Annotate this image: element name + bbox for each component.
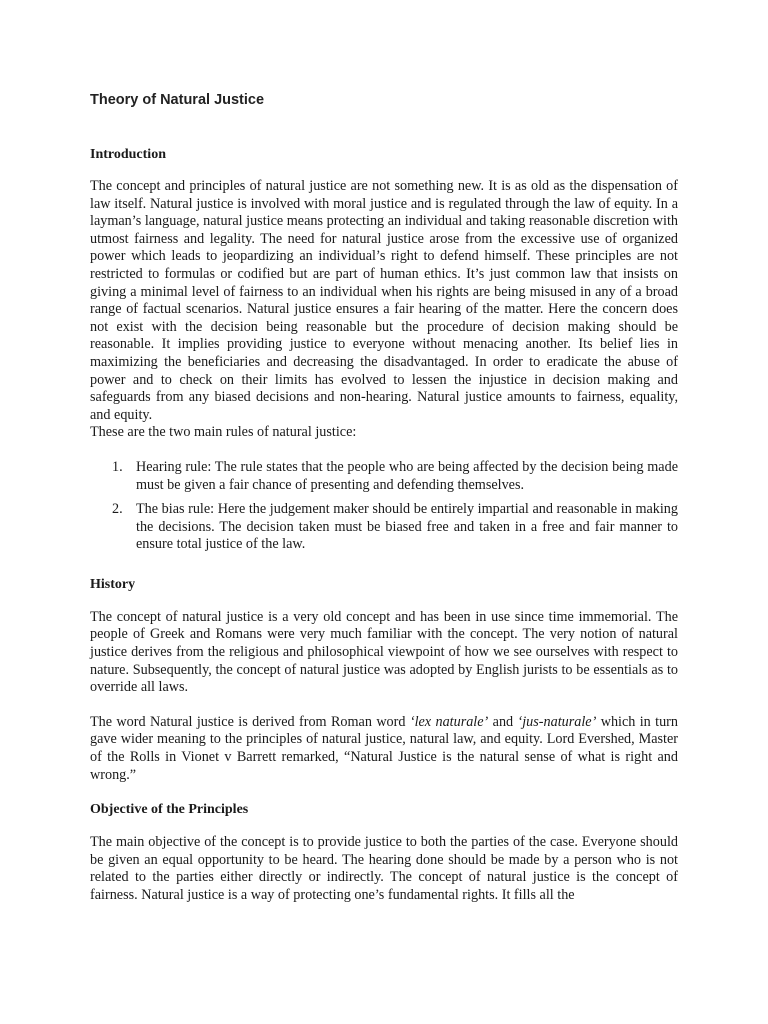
history-paragraph-1: The concept of natural justice is a very old concept and has been in use since time immemorial. The people of Greek and Romans were very much familiar with the concept. The very notion of natural justice derives from the religious and philosophical viewpoint of how we see ourselves with respect to nature. Subsequently, the concept of natural justice was adopted by English jurists to be essentials as to override all laws. — [90, 608, 678, 696]
history-paragraph-2-text-a: The word Natural justice is derived from Roman word — [90, 713, 410, 730]
latin-term-jus-naturale: ‘jus-naturale’ — [517, 713, 597, 730]
history-paragraph-2-text-b: which in turn gave wider meaning to the principles of natural justice, natural law, and equity. Lord Evershed, Master of the Rolls in Vionet v Barrett remarked, “Natural Justice is the natural sense of what is right and wrong.” — [90, 713, 678, 783]
introduction-heading: Introduction — [90, 147, 166, 162]
document-body — [90, 146, 678, 905]
history-heading: History — [90, 576, 136, 592]
rules-list — [90, 459, 678, 554]
list-item-number: 1. — [112, 458, 123, 475]
list-item-number: 2. — [112, 501, 123, 518]
list-item — [90, 501, 678, 554]
introduction-section — [90, 146, 678, 554]
history-section — [90, 576, 678, 784]
objective-paragraph: The main objective of the concept is to provide justice to both the parties of the case. Everyone should be given an equal opportunity to be heard. The hearing done should be made by a person who is not related to the parties either directly or indirectly. The concept of natural justice is the concept of fairness. Natural justice is a way of protecting one’s fundamental rights. It fills all the — [90, 834, 678, 903]
introduction-paragraph: The concept and principles of natural justice are not something new. It is as old as the dispensation of law itself. Natural justice is involved with moral justice and is regulated through the law of equity. In a layman’s language, natural justice means protecting an individual and taking reasonable discretion with utmost fairness and legality. The need for natural justice arose from the excessive use of organized power which leads to jeopardizing an individual’s right to defend himself. These principles are not restricted to formulas or codified but are part of human ethics. It’s just common law that insists on giving a minimal level of fairness to an individual when his rights are being misused in any of a broad range of factual scenarios. Natural justice ensures a fair hearing of the matter. Here the concern does not exist with the decision being reasonable but the procedure of decision making should be reasonable. It implies providing justice to everyone without menacing another. Its belief lies in maximizing the beneficiaries and decreasing the disadvantaged. In order to eradicate the abuse of power and to check on their limits has evolved to lessen the injustice in decision making and safeguards from any biased decisions and non-hearing. Natural justice amounts to fairness, equality, and equity. — [90, 178, 678, 423]
list-item-text: The bias rule: Here the judgement maker should be entirely impartial and reasonable in making the decisions. The decision taken must be biased free and taken in a free and fair manner to ensure total justice of the law. — [136, 501, 678, 553]
history-paragraph-2 — [90, 714, 678, 784]
list-item-text: Hearing rule: The rule states that the people who are being affected by the decision being made must be given a fair chance of presenting and defending themselves. — [136, 458, 678, 493]
history-paragraph-2-and: and — [488, 713, 518, 730]
latin-term-lex-naturale: ‘lex naturale’ — [409, 713, 489, 730]
page-title: Theory of Natural Justice — [90, 92, 265, 108]
objective-section — [90, 801, 678, 904]
rules-lead-text: These are the two main rules of natural justice: — [90, 424, 357, 441]
objective-heading: Objective of the Principles — [90, 802, 249, 818]
list-item — [90, 459, 678, 494]
